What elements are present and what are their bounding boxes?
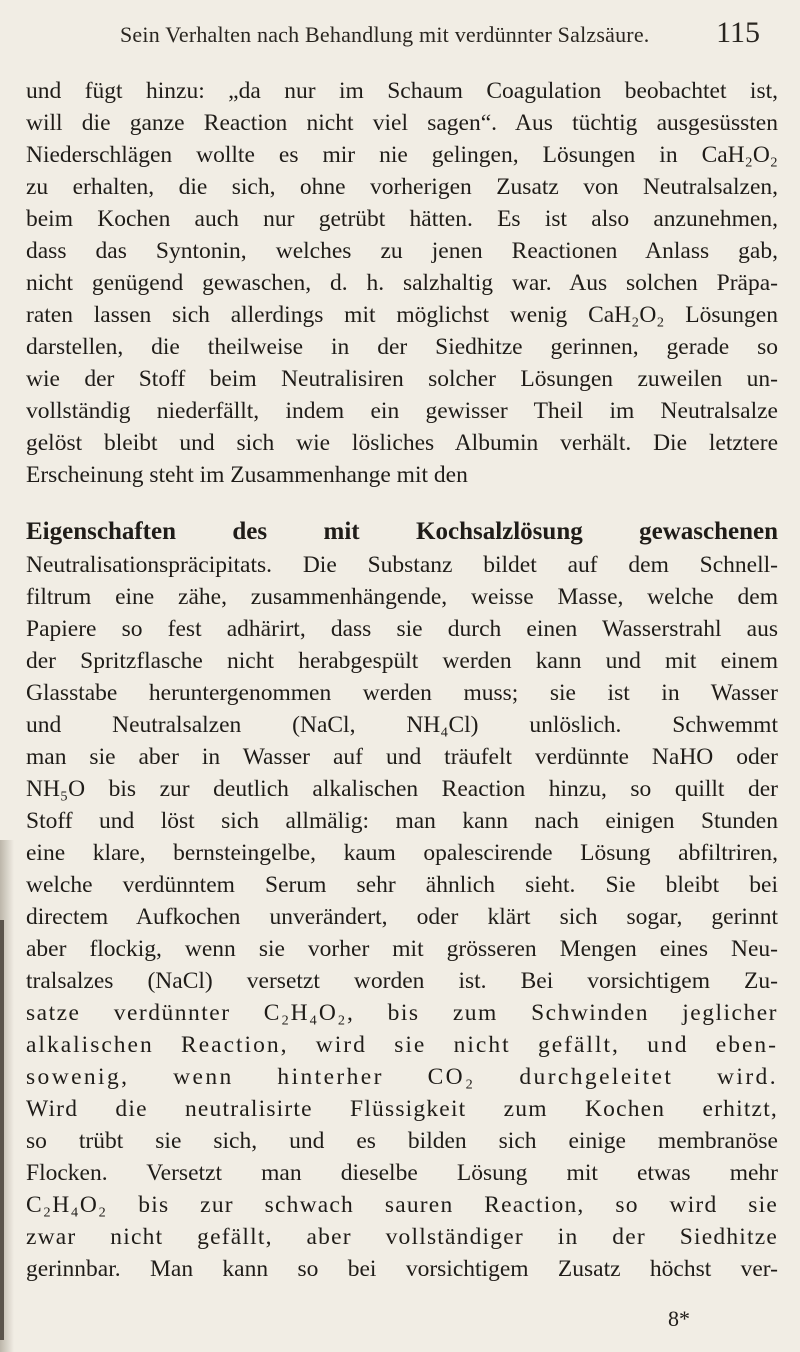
text-line: filtrum eine zähe, zusammenhängende, weisse Masse, welche dem bbox=[26, 584, 778, 610]
text-line: will die ganze Reaction nicht viel sagen“. Aus tüchtig ausgesüssten bbox=[26, 110, 778, 136]
text-line: dass das Syntonin, welches zu jenen Reactionen Anlass gab, bbox=[26, 238, 778, 264]
text-line: directem Aufkochen unverändert, oder klärt sich sogar, gerinnt bbox=[26, 904, 778, 930]
text-line: satze verdünnter C₂H₄O₂, bis zum Schwinden jeglicher bbox=[26, 1000, 778, 1026]
text-line: gerinnbar. Man kann so bei vorsichtigem Zusatz höchst ver- bbox=[26, 1256, 778, 1282]
text-line: beim Kochen auch nur getrübt hätten. Es ist also anzunehmen, bbox=[26, 206, 778, 232]
text-line: zu erhalten, die sich, ohne vorherigen Zusatz von Neutralsalzen, bbox=[26, 174, 778, 200]
text-line: Niederschlägen wollte es mir nie gelingen, Lösungen in CaH₂O₂ bbox=[26, 142, 778, 168]
text-line: alkalischen Reaction, wird sie nicht gefällt, und eben- bbox=[26, 1032, 778, 1058]
text-line: zwar nicht gefällt, aber vollständiger in der Siedhitze bbox=[26, 1224, 778, 1250]
text-line: und fügt hinzu: „da nur im Schaum Coagulation beobachtet ist, bbox=[26, 78, 778, 104]
text-line: C₂H₄O₂ bis zur schwach sauren Reaction, so wird sie bbox=[26, 1192, 778, 1218]
text-line: welche verdünntem Serum sehr ähnlich sieht. Sie bleibt bei bbox=[26, 872, 778, 898]
printer-signature: 8* bbox=[668, 1306, 690, 1331]
text-line: nicht genügend gewaschen, d. h. salzhaltig war. Aus solchen Präpa- bbox=[26, 270, 778, 296]
text-line: Glasstabe heruntergenommen werden muss; sie ist in Wasser bbox=[26, 680, 778, 706]
text-line: Flocken. Versetzt man dieselbe Lösung mit etwas mehr bbox=[26, 1160, 778, 1186]
text-line: tralsalzes (NaCl) versetzt worden ist. Bei vorsichtigem Zu- bbox=[26, 968, 778, 994]
text-line: der Spritzflasche nicht herabgespült werden kann und mit einem bbox=[26, 648, 778, 674]
text-line: so trübt sie sich, und es bilden sich einige membranöse bbox=[26, 1128, 778, 1154]
text-line: Wird die neutralisirte Flüssigkeit zum Kochen erhitzt, bbox=[26, 1096, 778, 1122]
text-line: sowenig, wenn hinterher CO₂ durchgeleitet wird. bbox=[26, 1064, 778, 1090]
text-line: raten lassen sich allerdings mit möglichst wenig CaH₂O₂ Lösungen bbox=[26, 302, 778, 328]
section-heading: Eigenschaften des mit Kochsalzlösung gewaschenen bbox=[26, 518, 778, 545]
running-title: Sein Verhalten nach Behandlung mit verdünnter Salzsäure. bbox=[120, 22, 650, 47]
text-line: gelöst bleibt und sich wie lösliches Albumin verhält. Die letztere bbox=[26, 430, 778, 456]
text-line: Stoff und löst sich allmälig: man kann nach einigen Stunden bbox=[26, 808, 778, 834]
text-line: man sie aber in Wasser auf und träufelt verdünnte NaHO oder bbox=[26, 744, 778, 770]
page-number: 115 bbox=[716, 16, 760, 49]
text-line: wie der Stoff beim Neutralisiren solcher Lösungen zuweilen un- bbox=[26, 366, 778, 392]
text-line: Neutralisationspräcipitats. Die Substanz bildet auf dem Schnell- bbox=[26, 552, 778, 578]
text-line: aber flockig, wenn sie vorher mit grösseren Mengen eines Neu- bbox=[26, 936, 778, 962]
text-line: eine klare, bernsteingelbe, kaum opalescirende Lösung abfiltriren, bbox=[26, 840, 778, 866]
text-line: vollständig niederfällt, indem ein gewisser Theil im Neutralsalze bbox=[26, 398, 778, 424]
text-line: Erscheinung steht im Zusammenhange mit den bbox=[26, 462, 468, 488]
text-line: darstellen, die theilweise in der Siedhitze gerinnen, gerade so bbox=[26, 334, 778, 360]
text-line: NH₅O bis zur deutlich alkalischen Reaction hinzu, so quillt der bbox=[26, 776, 778, 802]
binding-edge bbox=[0, 920, 4, 1340]
page-header bbox=[0, 14, 800, 54]
text-line: und Neutralsalzen (NaCl, NH₄Cl) unlöslich. Schwemmt bbox=[26, 712, 778, 738]
text-line: Papiere so fest adhärirt, dass sie durch einen Wasserstrahl aus bbox=[26, 616, 778, 642]
